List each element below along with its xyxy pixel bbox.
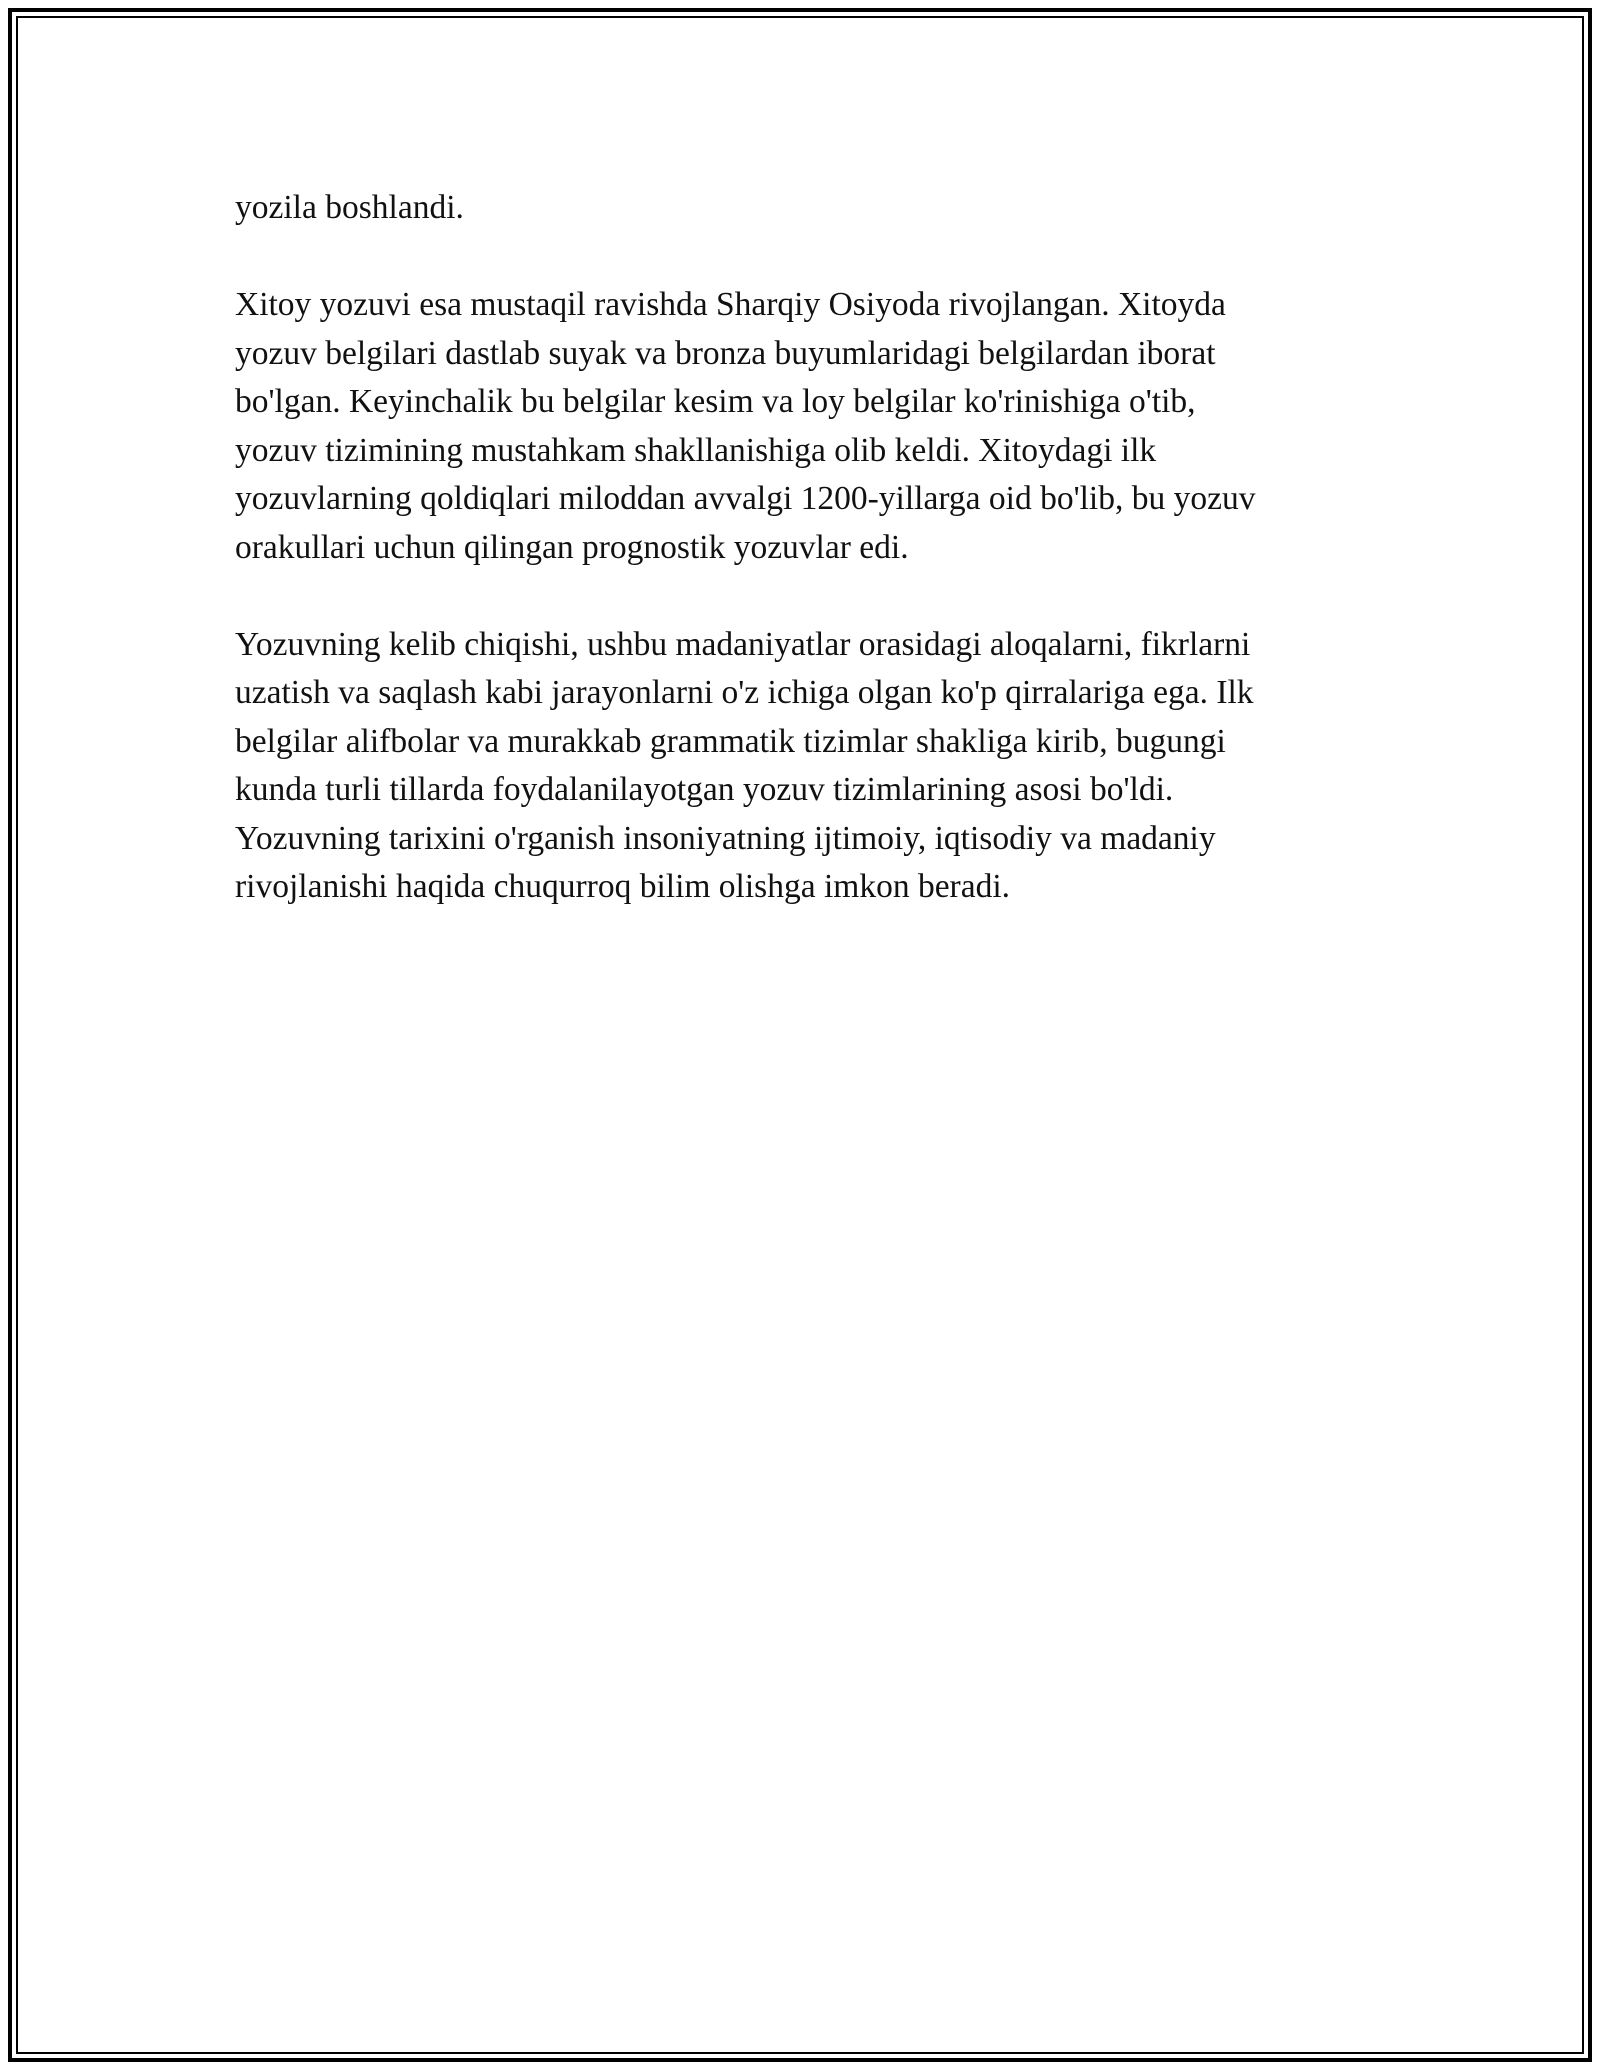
document-body	[235, 184, 1385, 912]
paragraph-continuation: yozila boshlandi.	[235, 189, 464, 226]
paragraph-origin-of-writing: Yozuvning kelib chiqishi, ushbu madaniyatlar orasidagi aloqalarni, fikrlarni uzatish va saqlash kabi jarayonlarni o'z ichiga olgan ko'p qirralariga ega. Ilk belgilar alifbolar va murakkab grammatik tizimlar shakliga kirib, bugungi kunda turli tillarda foydalanilayotgan yozuv tizimlarining asosi bo'ldi. Yozuvning tarixini o'rganish insoniyatning ijtimoiy, iqtisodiy va madaniy rivojlanishi haqida chuqurroq bilim olishga imkon beradi.	[235, 625, 1254, 905]
paragraph-chinese-writing: Xitoy yozuvi esa mustaqil ravishda Sharqiy Osiyoda rivojlangan. Xitoyda yozuv belgilari dastlab suyak va bronza buyumlaridagi belgilardan iborat bo'lgan. Keyinchalik bu belgilar kesim va loy belgilar ko'rinishiga o'tib, yozuv tizimining mustahkam shakllanishiga olib keldi. Xitoydagi ilk yozuvlarning qoldiqlari miloddan avvalgi 1200-yillarga oid bo'lib, bu yozuv orakullari uchun qilingan prognostik yozuvlar edi.	[235, 286, 1256, 566]
